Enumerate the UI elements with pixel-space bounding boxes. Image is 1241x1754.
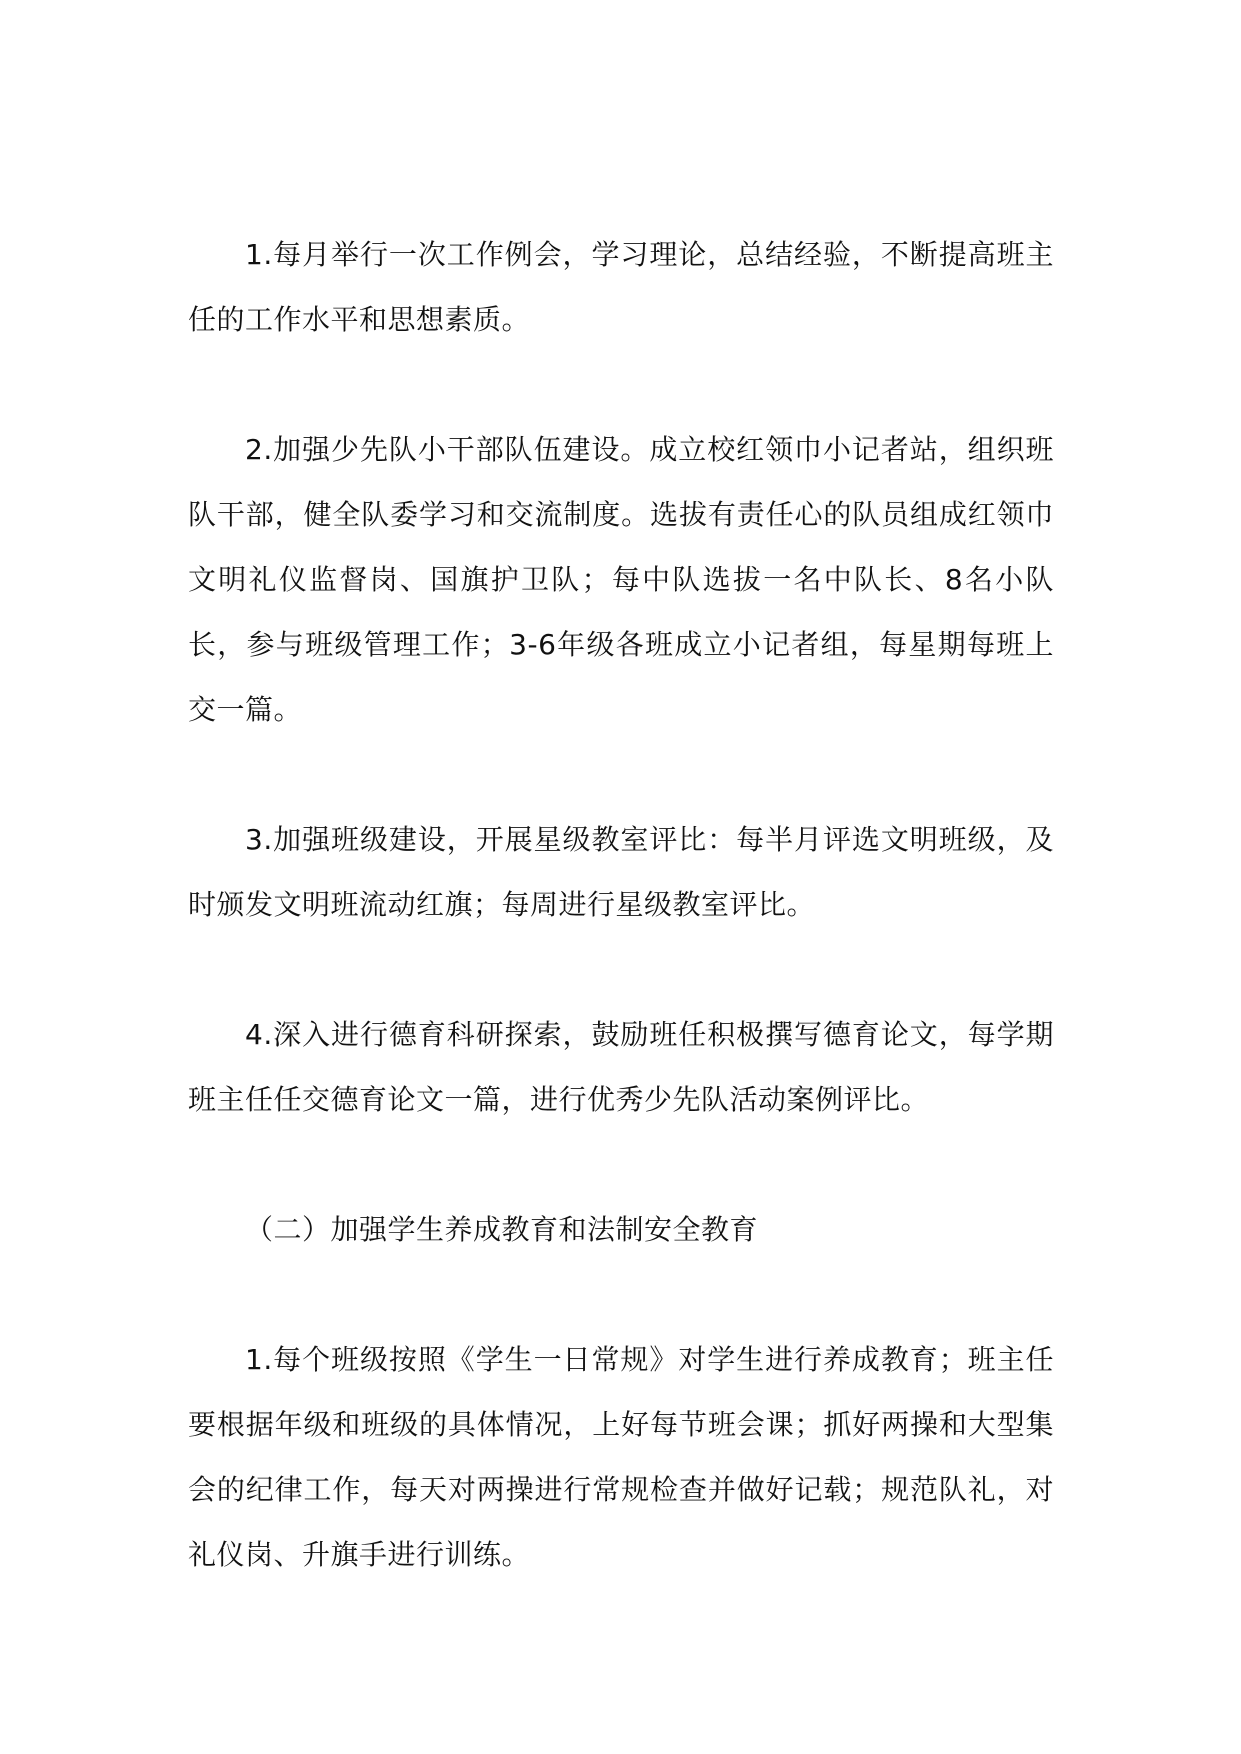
paragraph-1: 1.每月举行一次工作例会，学习理论，总结经验，不断提高班主任的工作水平和思想素质。 [188, 238, 1054, 336]
paragraph-3: 3.加强班级建设，开展星级教室评比：每半月评选文明班级，及时颁发文明班流动红旗；每周进行星级教室评比。 [188, 823, 1054, 921]
paragraph-2: 2.加强少先队小干部队伍建设。成立校红领巾小记者站，组织班队干部，健全队委学习和交流制度。选拔有责任心的队员组成红领巾文明礼仪监督岗、国旗护卫队；每中队选拔一名中队长、8名小队长，参与班级管理工作；3-6年级各班成立小记者组，每星期每班上交一篇。 [188, 433, 1054, 726]
paragraph-4: 4.深入进行德育科研探索，鼓励班任积极撰写德育论文，每学期班主任任交德育论文一篇，进行优秀少先队活动案例评比。 [188, 1018, 1054, 1116]
paragraph-5: 1.每个班级按照《学生一日常规》对学生进行养成教育；班主任要根据年级和班级的具体情况，上好每节班会课；抓好两操和大型集会的纪律工作，每天对两操进行常规检查并做好记载；规范队礼，对礼仪岗、升旗手进行训练。 [188, 1343, 1054, 1571]
section-heading: （二）加强学生养成教育和法制安全教育 [245, 1213, 759, 1246]
document-body [188, 222, 1054, 1587]
